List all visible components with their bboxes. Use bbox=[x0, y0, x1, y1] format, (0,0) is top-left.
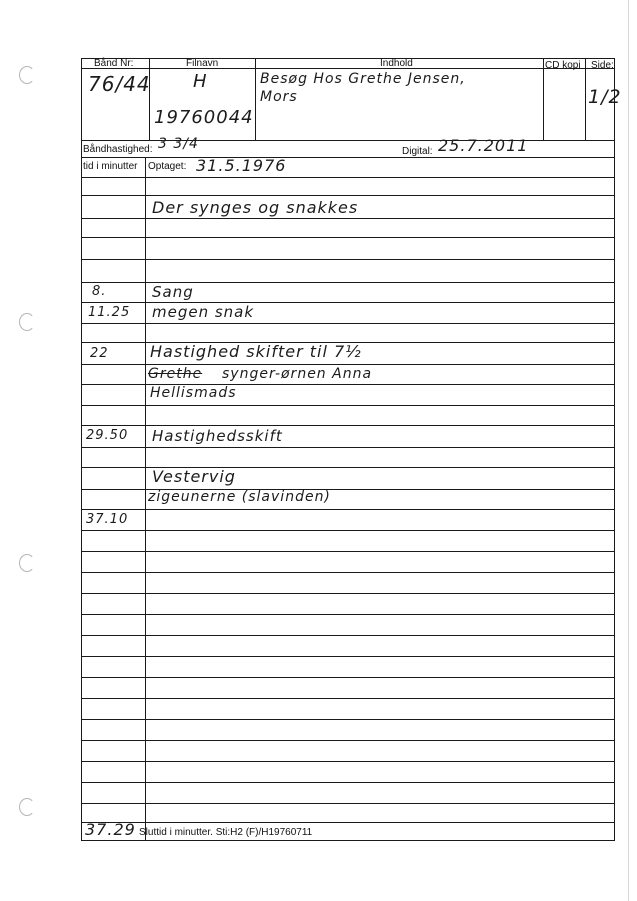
band-nr-value: 76/44 bbox=[88, 72, 151, 96]
optaget-label: Optaget: bbox=[148, 161, 187, 172]
punch-hole-3 bbox=[19, 554, 35, 572]
footer-text: Sluttid i minutter. Sti:H2 (F)/H19760711 bbox=[139, 827, 313, 838]
side-value: 1/2 bbox=[588, 86, 622, 108]
entry-time: 22 bbox=[90, 346, 109, 361]
paper-edge bbox=[628, 0, 629, 901]
entry-text: Hastighedsskift bbox=[152, 427, 283, 445]
footer-time: 37.29 bbox=[85, 820, 136, 839]
indhold-value-line2: Mors bbox=[260, 89, 298, 105]
entry-text: Sang bbox=[152, 283, 194, 301]
entry-time: 29.50 bbox=[86, 428, 129, 443]
entry-text: Der synges og snakkes bbox=[152, 198, 359, 217]
indhold-value-line1: Besøg Hos Grethe Jensen, bbox=[260, 71, 466, 87]
cd-kopi-label: CD kopi bbox=[545, 60, 581, 71]
entry-time: 11.25 bbox=[88, 305, 131, 320]
filnavn-value-line1: H bbox=[193, 71, 208, 92]
filnavn-label: Filnavn bbox=[186, 58, 219, 69]
entry-text: zigeunerne (slavinden) bbox=[148, 489, 331, 505]
entry-text: synger-ørnen Anna bbox=[222, 366, 373, 382]
band-nr-label: Bånd Nr: bbox=[94, 58, 134, 69]
entry-text: Vestervig bbox=[152, 467, 236, 486]
punch-hole-1 bbox=[19, 66, 35, 84]
entry-text: Hastighed skifter til 7½ bbox=[150, 342, 362, 361]
digital-label: Digital: bbox=[402, 146, 433, 157]
entry-time: 8. bbox=[92, 284, 107, 299]
digital-value: 25.7.2011 bbox=[438, 136, 529, 155]
punch-hole-4 bbox=[19, 798, 35, 816]
entry-text: Hellismads bbox=[150, 385, 237, 401]
filnavn-value-line2: 19760044 bbox=[154, 107, 254, 128]
tid-label: tid i minutter bbox=[83, 161, 138, 172]
entry-time: 37.10 bbox=[86, 512, 129, 527]
entry-text-struck: Grethe bbox=[148, 366, 203, 382]
side-label: Side: bbox=[591, 60, 614, 71]
entry-text: megen snak bbox=[152, 303, 255, 321]
bandhastighed-label: Båndhastighed: bbox=[83, 144, 153, 155]
optaget-value: 31.5.1976 bbox=[196, 156, 287, 175]
indhold-label: Indhold bbox=[380, 58, 413, 69]
bandhastighed-value: 3 3/4 bbox=[158, 136, 199, 152]
punch-hole-2 bbox=[19, 313, 35, 331]
